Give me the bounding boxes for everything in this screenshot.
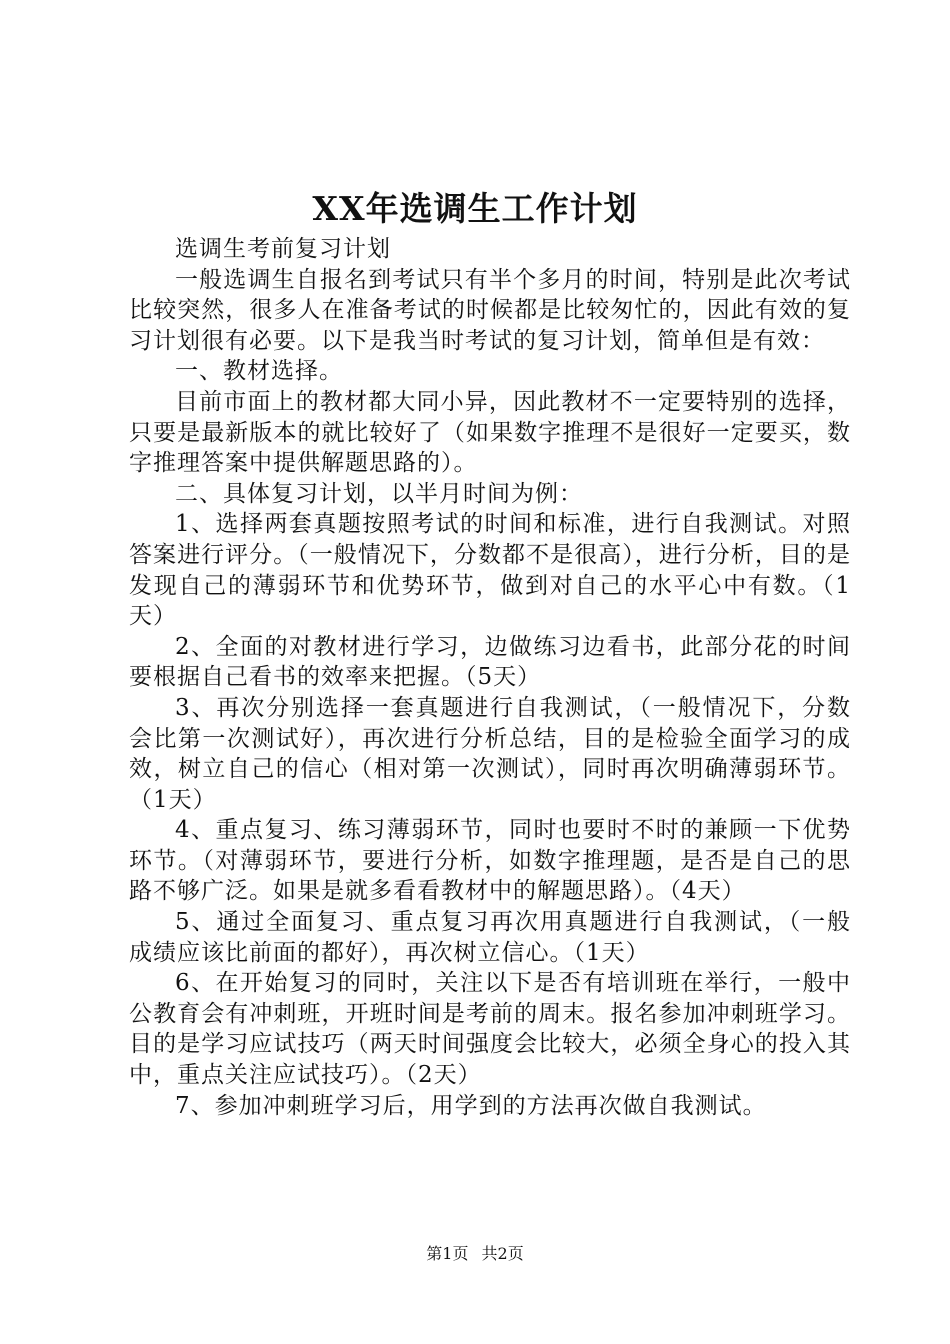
list-item: 4、重点复习、练习薄弱环节，同时也要时不时的兼顾一下优势环节。（对薄弱环节，要进行分析，如数字推理题，是否是自己的思路不够广泛。如果是就多看看教材中的解题思路）。（4天）: [129, 817, 851, 905]
paragraph: 目前市面上的教材都大同小异，因此教材不一定要特别的选择，只要是最新版本的就比较好了（如果数字推理不是很好一定要买，数字推理答案中提供解题思路的）。: [129, 388, 851, 477]
paragraph-subtitle: 选调生考前复习计划: [175, 236, 391, 262]
list-item: 5、通过全面复习、重点复习再次用真题进行自我测试，（一般成绩应该比前面的都好），再次树立信心。（1天）: [129, 909, 851, 966]
page-footer: [0, 1242, 950, 1266]
section-heading: 二、具体复习计划，以半月时间为例：: [175, 480, 583, 507]
page-total: 共2页: [481, 1244, 524, 1263]
list-item: 3、再次分别选择一套真题进行自我测试，（一般情况下，分数会比第一次测试好），再次进行分析总结，目的是检验全面学习的成效，树立自己的信心（相对第一次测试），同时再次明确薄弱环节。（1天）: [129, 694, 851, 813]
page-number: 第1页: [426, 1244, 469, 1263]
paragraph: 一般选调生自报名到考试只有半个多月的时间，特别是此次考试比较突然，很多人在准备考试的时候都是比较匆忙的，因此有效的复习计划很有必要。以下是我当时考试的复习计划，简单但是有效：: [129, 266, 851, 354]
section-heading: 一、教材选择。: [175, 358, 343, 385]
list-item: 2、全面的对教材进行学习，边做练习边看书，此部分花的时间要根据自己看书的效率来把握。（5天）: [129, 633, 851, 691]
list-item: 1、选择两套真题按照考试的时间和标准，进行自我测试。对照答案进行评分。（一般情况下，分数都不是很高），进行分析，目的是发现自己的薄弱环节和优势环节，做到对自己的水平心中有数。（1天）: [129, 511, 851, 630]
list-item: 6、在开始复习的同时，关注以下是否有培训班在举行，一般中公教育会有冲刺班，开班时间是考前的周末。报名参加冲刺班学习。目的是学习应试技巧（两天时间强度会比较大，必须全身心的投入其中，重点关注应试技巧）。（2天）: [129, 970, 851, 1089]
document-body: [129, 234, 851, 1121]
list-item: 7、参加冲刺班学习后，用学到的方法再次做自我测试。: [175, 1092, 767, 1119]
document-title: XX年选调生工作计划: [312, 189, 638, 228]
